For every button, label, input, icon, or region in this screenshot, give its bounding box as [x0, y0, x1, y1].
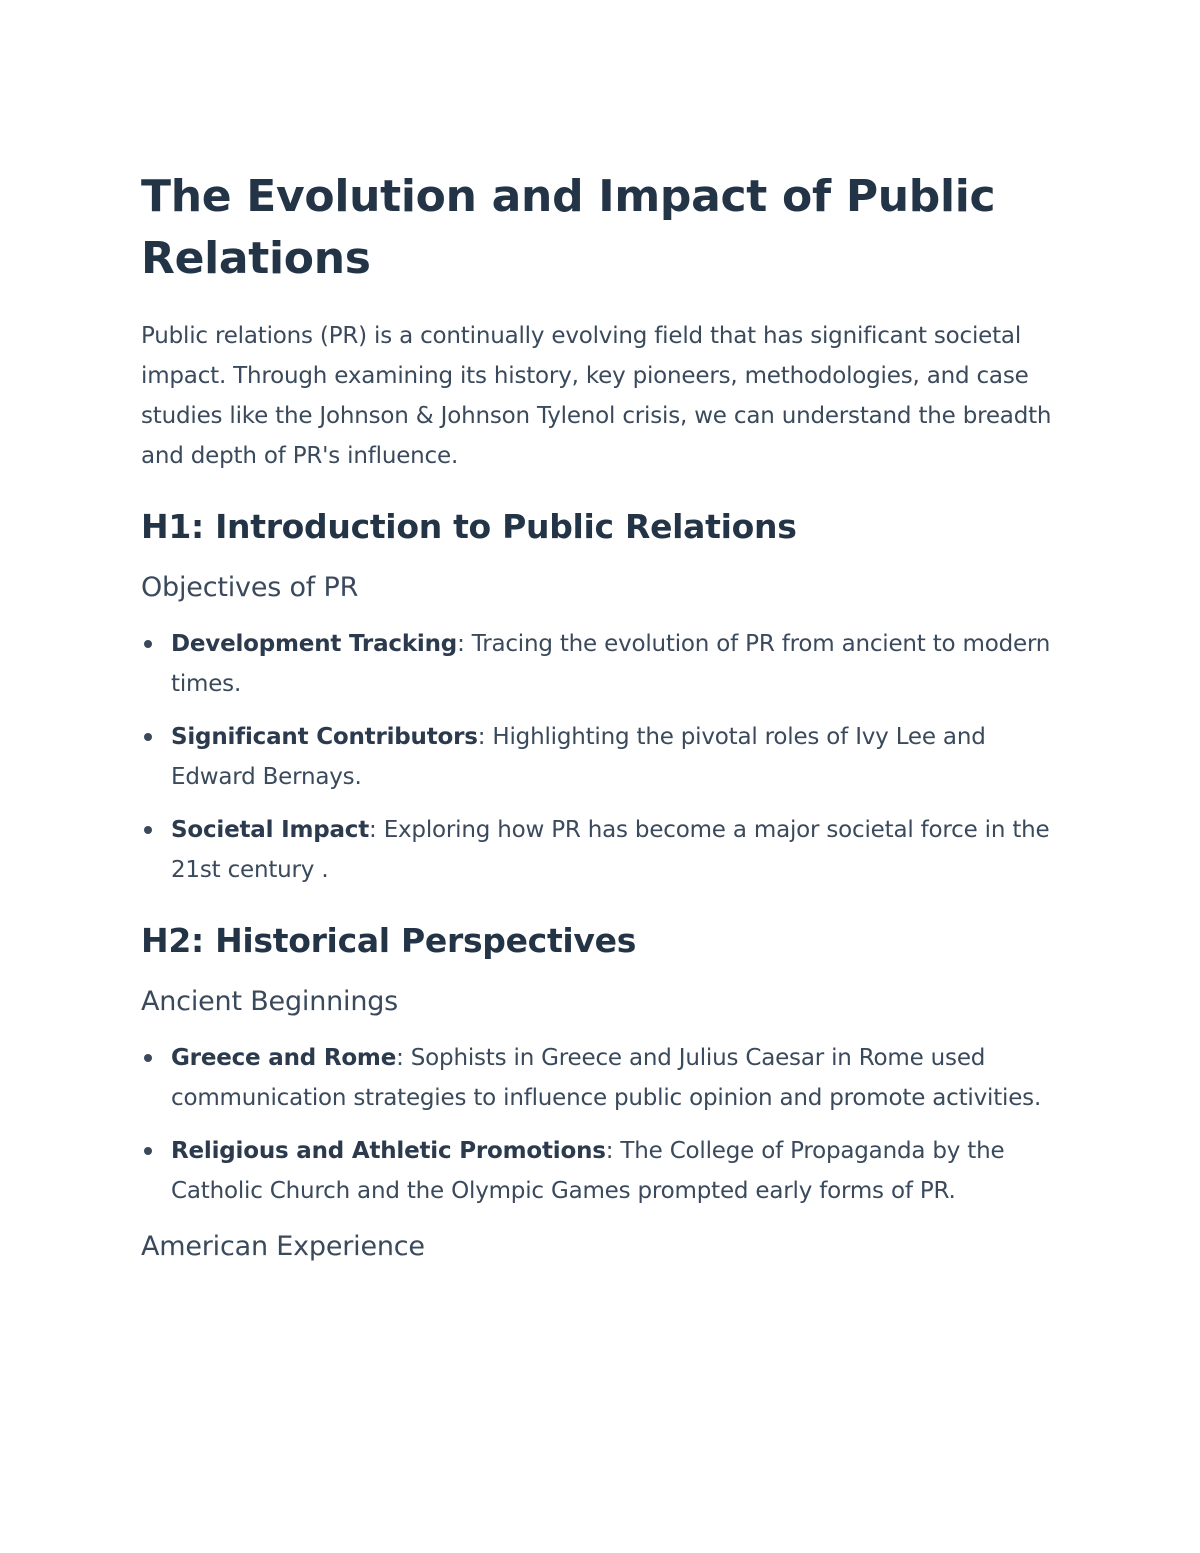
document-title: The Evolution and Impact of Public Relations	[141, 171, 996, 284]
intro-paragraph: Public relations (PR) is a continually evolving field that has significant societal impact. Through examining its history, key pioneers, methodologies, and case studies like the Johnson & Johnson Tylenol crisis, we can understand the breadth and depth of PR's influence.	[141, 323, 1052, 469]
list-item	[141, 1131, 1066, 1211]
document-page	[141, 166, 1066, 1267]
list-item	[141, 717, 1066, 797]
list-item-text: : Highlighting the pivotal roles of Ivy Lee and Edward Bernays.	[171, 724, 986, 790]
bullet-icon	[144, 826, 152, 834]
subheading-ancient-beginnings: Ancient Beginnings	[141, 986, 399, 1017]
list-item-text: : Tracing the evolution of PR from ancient to modern times.	[171, 631, 1051, 697]
section-heading-historical: H2: Historical Perspectives	[141, 921, 637, 960]
bullet-icon	[144, 733, 152, 741]
list-item-term: Development Tracking	[171, 631, 458, 657]
ancient-list	[141, 1038, 1066, 1211]
list-item-term: Significant Contributors	[171, 724, 478, 750]
section-heading-introduction: H1: Introduction to Public Relations	[141, 507, 797, 546]
list-item-term: Societal Impact	[171, 817, 370, 843]
subheading-american-experience: American Experience	[141, 1231, 425, 1262]
list-item	[141, 810, 1066, 890]
list-item-term: Religious and Athletic Promotions	[171, 1138, 606, 1164]
list-item-term: Greece and Rome	[171, 1045, 397, 1071]
bullet-icon	[144, 1147, 152, 1155]
list-item-text: : Sophists in Greece and Julius Caesar in Rome used communication strategies to influence public opinion and promote activities.	[171, 1045, 1042, 1111]
objectives-list	[141, 624, 1066, 890]
list-item-text: : Exploring how PR has become a major societal force in the 21st century .	[171, 817, 1050, 883]
bullet-icon	[144, 640, 152, 648]
list-item	[141, 1038, 1066, 1118]
subheading-objectives: Objectives of PR	[141, 572, 359, 603]
list-item-text: : The College of Propaganda by the Catholic Church and the Olympic Games prompted early forms of PR.	[171, 1138, 1005, 1204]
bullet-icon	[144, 1054, 152, 1062]
list-item	[141, 624, 1066, 704]
